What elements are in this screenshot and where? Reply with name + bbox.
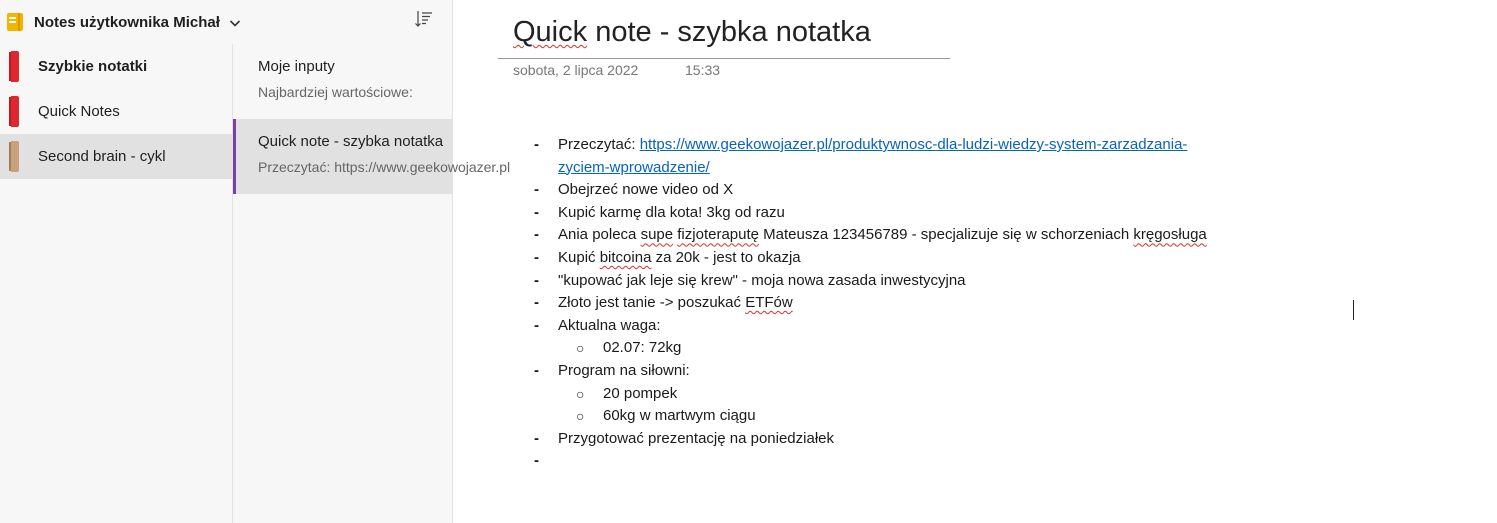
notebook-title[interactable]: Notes użytkownika Michał — [34, 13, 220, 31]
note-canvas[interactable] — [453, 0, 1497, 523]
chevron-down-icon[interactable] — [229, 16, 241, 28]
page-preview: Przeczytać: https://www.geekowojazer.pl — [258, 159, 511, 175]
bullet-dash: - — [534, 361, 539, 379]
section-item[interactable] — [0, 44, 232, 89]
misspelled-word: ETFów — [745, 294, 793, 312]
list-item — [534, 315, 1214, 338]
bullet-dash: - — [534, 316, 539, 334]
note-title-spell: Quick — [513, 16, 588, 48]
sub-list-item — [534, 405, 1214, 428]
navigation-pane — [0, 0, 511, 523]
page-title: Moje inputy — [258, 58, 335, 75]
bullet-dash: - — [534, 429, 539, 447]
list-item — [534, 247, 1214, 270]
section-label: Second brain - cykl — [38, 148, 166, 165]
item-text: Kupić karmę dla kota! 3kg od razu — [558, 203, 785, 221]
list-item — [534, 179, 1214, 202]
notebook-icon — [6, 12, 24, 32]
list-item — [534, 202, 1214, 225]
bullet-dash: - — [534, 181, 539, 199]
page-list — [233, 44, 511, 523]
item-text: Obejrzeć nowe video od X — [558, 181, 734, 199]
page-item[interactable] — [233, 119, 511, 194]
list-item — [534, 134, 1214, 179]
item-text: Aktualna waga: — [558, 316, 661, 334]
list-item — [534, 224, 1214, 247]
note-date: sobota, 2 lipca 2022 — [513, 62, 639, 78]
page-preview: Najbardziej wartościowe: — [258, 84, 413, 100]
bullet-dash: - — [534, 452, 539, 470]
bullet-circle: ○ — [576, 340, 585, 357]
page-item[interactable] — [233, 44, 452, 119]
page-title: Quick note - szybka notatka — [258, 133, 444, 150]
section-label: Szybkie notatki — [38, 58, 148, 75]
bullet-circle: ○ — [576, 408, 585, 425]
note-title-rest: note - szybka notatka — [587, 16, 871, 48]
text-cursor — [1353, 300, 1354, 320]
item-text: 60kg w martwym ciągu — [603, 407, 756, 425]
sub-list-item — [534, 337, 1214, 360]
bullet-dash: - — [534, 203, 539, 221]
bullet-dash: - — [534, 226, 539, 244]
list-item — [534, 270, 1214, 293]
section-label: Quick Notes — [38, 103, 120, 120]
item-text: 20 pompek — [603, 384, 678, 402]
item-text: Kupić — [558, 248, 600, 266]
note-time: 15:33 — [685, 62, 721, 78]
section-item[interactable] — [0, 134, 232, 179]
bullet-dash: - — [534, 294, 539, 312]
list-item — [534, 360, 1214, 383]
list-item — [534, 292, 1214, 315]
misspelled-word: bitcoina — [599, 248, 652, 266]
notebook-header[interactable] — [0, 0, 452, 44]
bullet-dash: - — [534, 271, 539, 289]
misspelled-word: fizjoteraputę — [677, 226, 759, 244]
article-link[interactable]: https://www.geekowojazer.pl/produktywnosc-dla-ludzi-wiedzy-system-zarzadzania-zyciem-wprowadzenie/ — [558, 136, 1188, 176]
section-item[interactable] — [0, 89, 232, 134]
list-item-empty[interactable] — [534, 450, 1214, 473]
sub-list-item — [534, 383, 1214, 406]
item-text: Przeczytać: — [558, 136, 640, 153]
bullet-dash: - — [534, 248, 539, 266]
title-divider — [498, 58, 950, 59]
list-item — [534, 428, 1214, 451]
item-text: Mateusza 123456789 - specjalizuje się w schorzeniach — [758, 226, 1134, 244]
nav-columns — [0, 44, 511, 523]
note-title[interactable] — [513, 16, 871, 49]
bullet-circle: ○ — [576, 385, 585, 402]
item-text: 02.07: 72kg — [603, 339, 682, 357]
item-text: za 20k - jest to okazja — [651, 248, 801, 266]
item-text: Program na siłowni: — [558, 361, 690, 379]
section-tab-icon — [9, 140, 19, 173]
section-tab-icon — [9, 95, 19, 128]
item-text: "kupować jak leje się krew" - moja nowa zasada inwestycyjna — [558, 271, 966, 289]
bullet-dash: - — [534, 136, 539, 153]
sort-icon[interactable] — [414, 9, 434, 29]
item-text: Złoto jest tanie -> poszukać — [558, 294, 746, 312]
section-list — [0, 44, 233, 523]
item-text: Przygotować prezentację na poniedziałek — [558, 429, 834, 447]
note-body[interactable] — [534, 134, 1214, 473]
misspelled-word: supe — [640, 226, 674, 244]
section-tab-icon — [9, 50, 19, 83]
misspelled-word: kręgosługa — [1133, 226, 1207, 244]
item-text: Ania poleca — [558, 226, 641, 244]
